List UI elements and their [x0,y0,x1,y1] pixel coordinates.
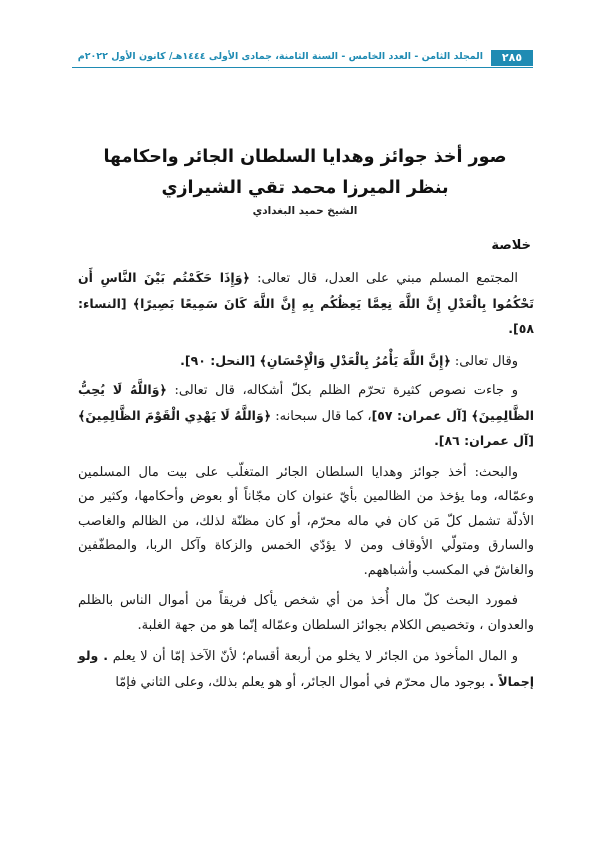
paragraph-5: فمورد البحث كلّ مال أُخذ من أي شخص يأكل فريقاً من أموال الناس بالظلم والعدوان ، وتخصيص الكلام بجوائز السلطان وعمّاله إنّما هو من جهة الغلبة. [78,593,534,633]
page-number-badge: ٢٨٥ [491,50,533,66]
quran-verse: ﴿وَاللَّهُ لَا يُحِبُّ الظَّالِمِينَ﴾ [آل عمران: ٥٧] [78,382,534,423]
article-title-line-2: بنظر الميرزا محمد تقي الشيرازي [161,178,449,198]
paragraph-text: و المال المأخوذ من الجائر لا يخلو من أربعة أقسام؛ لأنّ الآخذ إمّا أن لا يعلم [108,649,518,664]
running-header [72,50,533,68]
article-title-block [0,142,610,217]
journal-info: المجلد الثامن - العدد الخامس - السنة الثامنة، جمادى الأولى ١٤٤٤هـ/ كانون الأول ٢٠٢٢م [77,51,483,62]
paragraph-3 [78,378,534,455]
paragraph-6 [78,644,534,695]
paragraph-text: بوجود مال محرّم في أموال الجائر، أو هو يعلم بذلك، وعلى الثاني فإمّا [115,674,490,690]
emphasis-text: . ولو إجمالاً . [78,648,534,689]
paragraph-1 [78,266,534,343]
article-title-line-1: صور أخذ جوائز وهدايا السلطان الجائر واحكامها [103,147,507,167]
quran-verse: ﴿وَإِذَا حَكَمْتُم بَيْنَ النَّاسِ أَن تَحْكُمُوا بِالْعَدْلِ إِنَّ اللَّهَ نِعِمَّا يَعِظُكُم بِهِ إِنَّ اللَّهَ كَانَ سَمِيعًا بَصِيرًا﴾ [النساء: ٥٨]. [78,270,534,336]
article-body [78,266,534,701]
paragraph-text: و جاءت نصوص كثيرة تحرّم الظلم بكلّ أشكاله، قال تعالى: [166,383,519,398]
section-heading: خلاصة [491,238,531,253]
article-author: الشيخ حميد البغدادي [252,205,358,217]
paragraph-text: المجتمع المسلم مبني على العدل، قال تعالى: [249,271,518,286]
quran-verse: ﴿وَاللَّهُ لَا يَهْدِي الْقَوْمَ الظَّالِمِينَ﴾ [آل عمران: ٨٦]. [78,407,534,448]
paragraph-2 [78,349,534,375]
paragraph-text: ، كما قال سبحانه: [271,408,372,424]
quran-verse: ﴿إِنَّ اللَّهَ يَأْمُرُ بِالْعَدْلِ وَالْإِحْسَانِ﴾ [النحل: ٩٠]. [180,352,451,368]
paragraph-4: والبحث: أخذ جوائز وهدايا السلطان الجائر المتغلّب على بيت مال المسلمين وعمّاله، وما يؤخذ من الظالمين بأيّ عنوان كان مجّاناً أو بعوض وأحكامها، وكثير من الأدلّة تشمل كلّ مَن كان في ماله محرّم، أو كان مظنّة لذلك، من الظالم والغاصب والسارق ومتولّي الأوقاف ومن لا يؤدّي الخمس والزكاة وآكل الربا، والمطفّفين والغاشّ في المكسب وأشباههم. [78,464,534,578]
paragraph-text: وقال تعالى: [450,353,518,369]
header-divider [72,67,533,68]
